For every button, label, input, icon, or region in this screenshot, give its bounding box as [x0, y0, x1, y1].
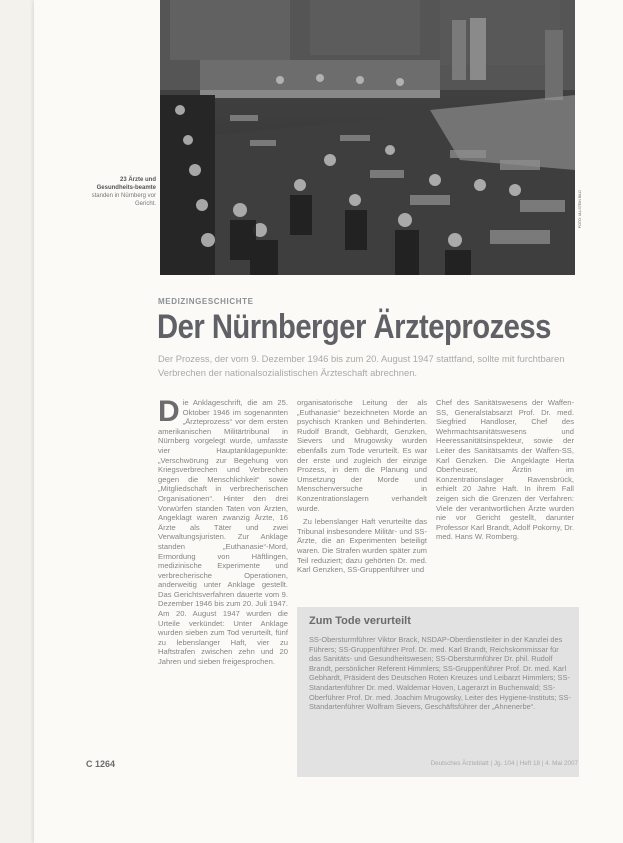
column-3-paragraph: Chef des Sanitätswesens der Waffen-SS, Generalstabsarzt Prof. Dr. med. Siegfried Handloser, Chef des Wehrmachtsanitätswesens und Heeressanitätsinspekteur, sowie der Leiter des Sanitätsamts der Waffen-SS, Karl Genzken. Die Angeklagte Herta Oberheuser, Ärztin im Konzentrationslager Ravensbrück, erhielt 20 Jahre Haft. In ihrem Fall zeigen sich die Grenzen der Verfahren: Viele der verantwortlichen Ärzte wurden nie vor Gericht gestellt, darunter Professor Karl Brandt, Adolf Pokorny, Dr. med. Hans W. Romberg. — [436, 398, 574, 542]
page-number: C 1264 — [86, 759, 116, 769]
photo-caption — [84, 176, 156, 208]
article-title: Der Nürnberger Ärzteprozess — [157, 308, 551, 346]
column-2-paragraph-1: organisatorische Leitung der als „Euthanasie“ bezeichneten Morde an psychisch Kranken und Behinderten. Rudolf Brandt, Gebhardt, Genzken, Sievers und Mrugowsky wurden ebenfalls zum Tode verurteilt. Es war der erste und zugleich der einzige Prozess, in dem die Planung und Umsetzung der Morde und Menschenversuche in Konzentrationslagern verhandelt wurde. — [297, 398, 427, 513]
article-column-2 — [297, 398, 427, 579]
column-2-paragraph-2: Zu lebenslanger Haft verurteilte das Tribunal insbesondere Militär- und SS-Ärzte, die an Experimenten beteiligt waren. Die Strafen wurden später zum Teil reduziert; dazu gehörten Dr. med. Karl Genzken, SS-Gruppenführer und — [297, 517, 427, 575]
infobox — [297, 607, 579, 777]
drop-cap: D — [158, 395, 180, 428]
article-column-3 — [436, 398, 574, 546]
caption-text: standen in Nürnberg vor Gericht. — [91, 193, 156, 207]
column-1-paragraph — [158, 395, 288, 667]
caption-bold: 23 Ärzte und Gesundheits-beamte — [96, 177, 156, 191]
article-column-1 — [158, 395, 288, 671]
photo-credit: FOTO: ULLSTEIN BILD — [578, 190, 582, 229]
infobox-body: SS-Obersturmführer Viktor Brack, NSDAP-Oberdienstleiter in der Kanzlei des Führers; SS-Gruppenführer Prof. Dr. med. Karl Brandt, Reichskommissar für das Sanitäts- und Gesundheitswesen; SS-Obersturmführer Dr. phil. Rudolf Brandt, persönlicher Referent Himmlers; SS-Gruppenführer Prof. Dr. med. Karl Gebhardt, Präsident des Deutschen Roten Kreuzes und Leibarzt Himmlers; SS-Standartenführer Dr. med. Waldemar Hoven, Lagerarzt in Buchenwald; SS-Oberführer Prof. Dr. med. Joachim Mrugowsky, Leiter des Hygiene-Instituts; SS-Standartenführer Wolfram Sievers, Geschäftsführer der „Ahnenerbe“. — [309, 635, 571, 712]
courtroom-photo — [160, 0, 575, 275]
article-kicker: MEDIZINGESCHICHTE — [158, 297, 254, 306]
column-1-text: ie Anklageschrift, die am 25. Oktober 1946 im sogenannten „Ärzteprozess“ vor dem ersten amerikanischen Militärtribunal in Nürnberg vorgelegt wurde, umfasste vier Hauptanklagepunkte: „Verschwörung zur Begehung von Kriegsverbrechen und Verbrechen gegen die Menschlichkeit“ sowie „Mitgliedschaft in verbrecherischen Organisationen“. Hinter den drei Vorwürfen standen Taten von Ärzten, Angeklagt waren zwanzig Ärzte, 16 Ärzte als Täter und zwei Verwaltungsjuristen. Zur Anklage standen „Euthanasie“-Mord, Ermordung von Häftlingen, medizinische Experimente und verbrecherische Operationen, anderweitig unter Anklage gestellt. Das Gerichtsverfahren dauerte vom 9. Dezember 1946 bis zum 20. Juli 1947. Am 20. August 1947 wurden die Urteile verkündet: Unter Anklage wurden sieben zum Tod verurteilt, fünf zu lebenslanger Haft, vier zu Haftstrafen zwischen zehn und 20 Jahren und sieben freigesprochen. — [158, 398, 288, 667]
journal-reference: Deutsches Ärzteblatt | Jg. 104 | Heft 18 | 4. Mai 2007 — [430, 760, 578, 767]
infobox-title: Zum Tode verurteilt — [309, 615, 411, 627]
article-deck: Der Prozess, der vom 9. Dezember 1946 bis zum 20. August 1947 stattfand, sollte mit furchtbaren Verbrechen der nationalsozialistischen Ärzteschaft abrechnen. — [158, 353, 565, 378]
